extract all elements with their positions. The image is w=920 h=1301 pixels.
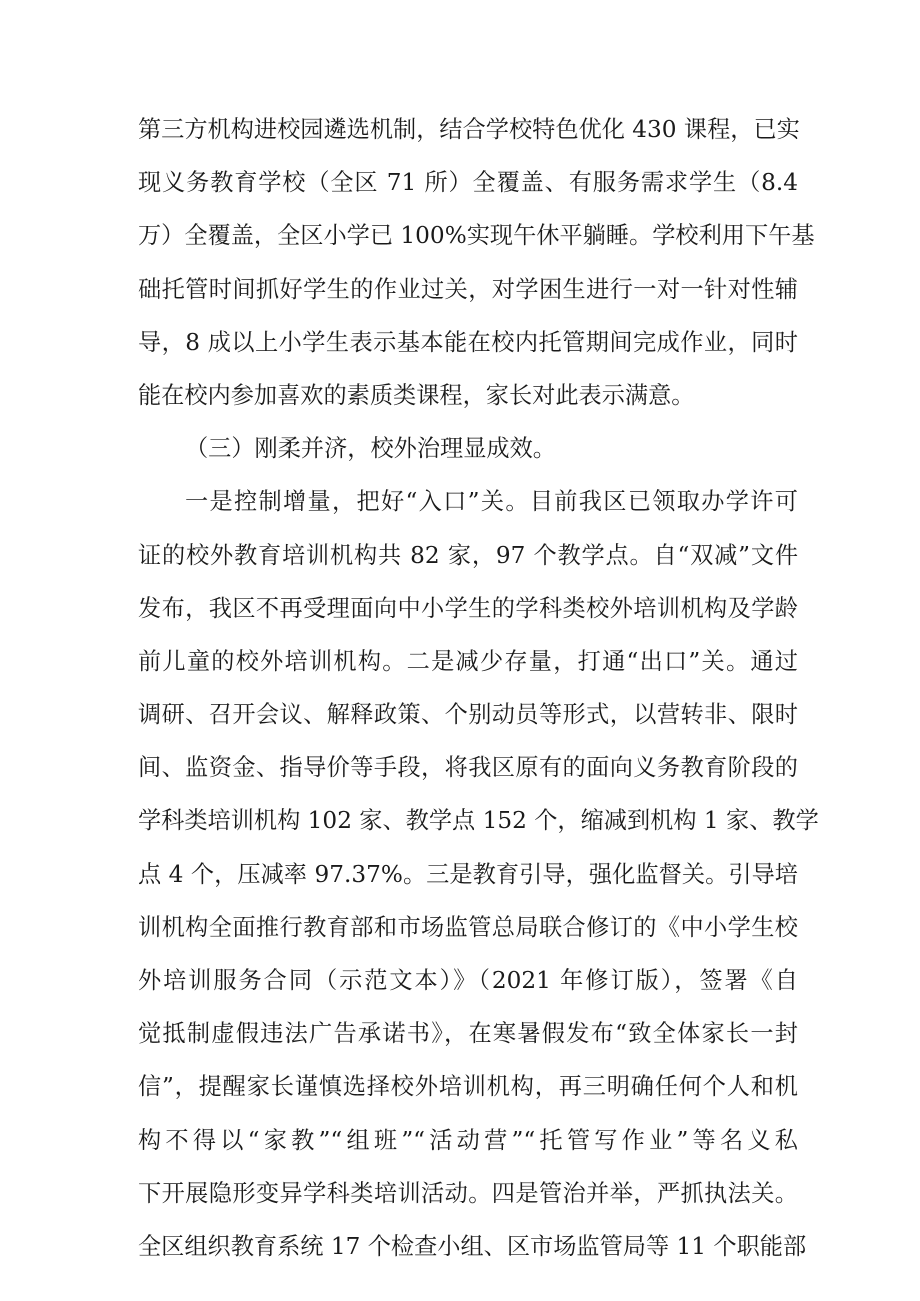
text-line: 调研、召开会议、解释政策、个别动员等形式，以营转非、限时 [138, 701, 798, 729]
text-line: 前儿童的校外培训机构。二是减少存量，打通“出口”关。通过 [138, 647, 798, 675]
paragraph-2 [138, 475, 819, 1273]
text-line: 一是控制增量，把好“入口”关。目前我区已领取办学许可 [185, 488, 798, 516]
text-line: 间、监资金、指导价等手段，将我区原有的面向义务教育阶段的 [138, 754, 798, 782]
text-line: 训机构全面推行教育部和市场监管总局联合修订的《中小学生校 [138, 913, 798, 941]
text-line: 第三方机构进校园遴选机制，结合学校特色优化 430 课程，已实 [138, 116, 800, 143]
paragraph-1 [138, 103, 815, 422]
document-body [138, 103, 819, 1273]
text-line: 外培训服务合同（示范文本）》（2021 年修订版），签署《自 [138, 967, 798, 994]
text-line: 觉抵制虚假违法广告承诺书》，在寒暑假发布“致全体家长一封 [138, 1020, 798, 1048]
text-line: 万）全覆盖，全区小学已 100%实现午休平躺睡。学校利用下午基 [138, 222, 815, 250]
section-heading: （三）刚柔并济，校外治理显成效。 [185, 435, 556, 463]
text-line: 构不得以“家教”“组班”“活动营”“托管写作业”等名义私 [138, 1126, 798, 1154]
text-line: 下开展隐形变异学科类培训活动。四是管治并举，严抓执法关。 [138, 1179, 798, 1207]
text-line: 现义务教育学校（全区 71 所）全覆盖、有服务需求学生（8.4 [138, 169, 798, 197]
text-line: 础托管时间抓好学生的作业过关，对学困生进行一对一针对性辅 [138, 275, 798, 303]
text-line: 全区组织教育系统 17 个检查小组、区市场监管局等 11 个职能部 [138, 1232, 807, 1260]
text-line: 信”，提醒家长谨慎选择校外培训机构，再三明确任何个人和机 [138, 1073, 798, 1101]
text-line: 发布，我区不再受理面向中小学生的学科类校外培训机构及学龄 [138, 594, 798, 622]
text-line: 点 4 个，压减率 97.37%。三是教育引导，强化监督关。引导培 [138, 860, 798, 888]
text-line: 能在校内参加喜欢的素质类课程，家长对此表示满意。 [138, 381, 695, 409]
text-line: 证的校外教育培训机构共 82 家，97 个教学点。自“双减”文件 [138, 541, 798, 569]
text-line: 导，8 成以上小学生表示基本能在校内托管期间完成作业，同时 [138, 328, 798, 356]
text-line: 学科类培训机构 102 家、教学点 152 个，缩减到机构 1 家、教学 [138, 807, 819, 835]
